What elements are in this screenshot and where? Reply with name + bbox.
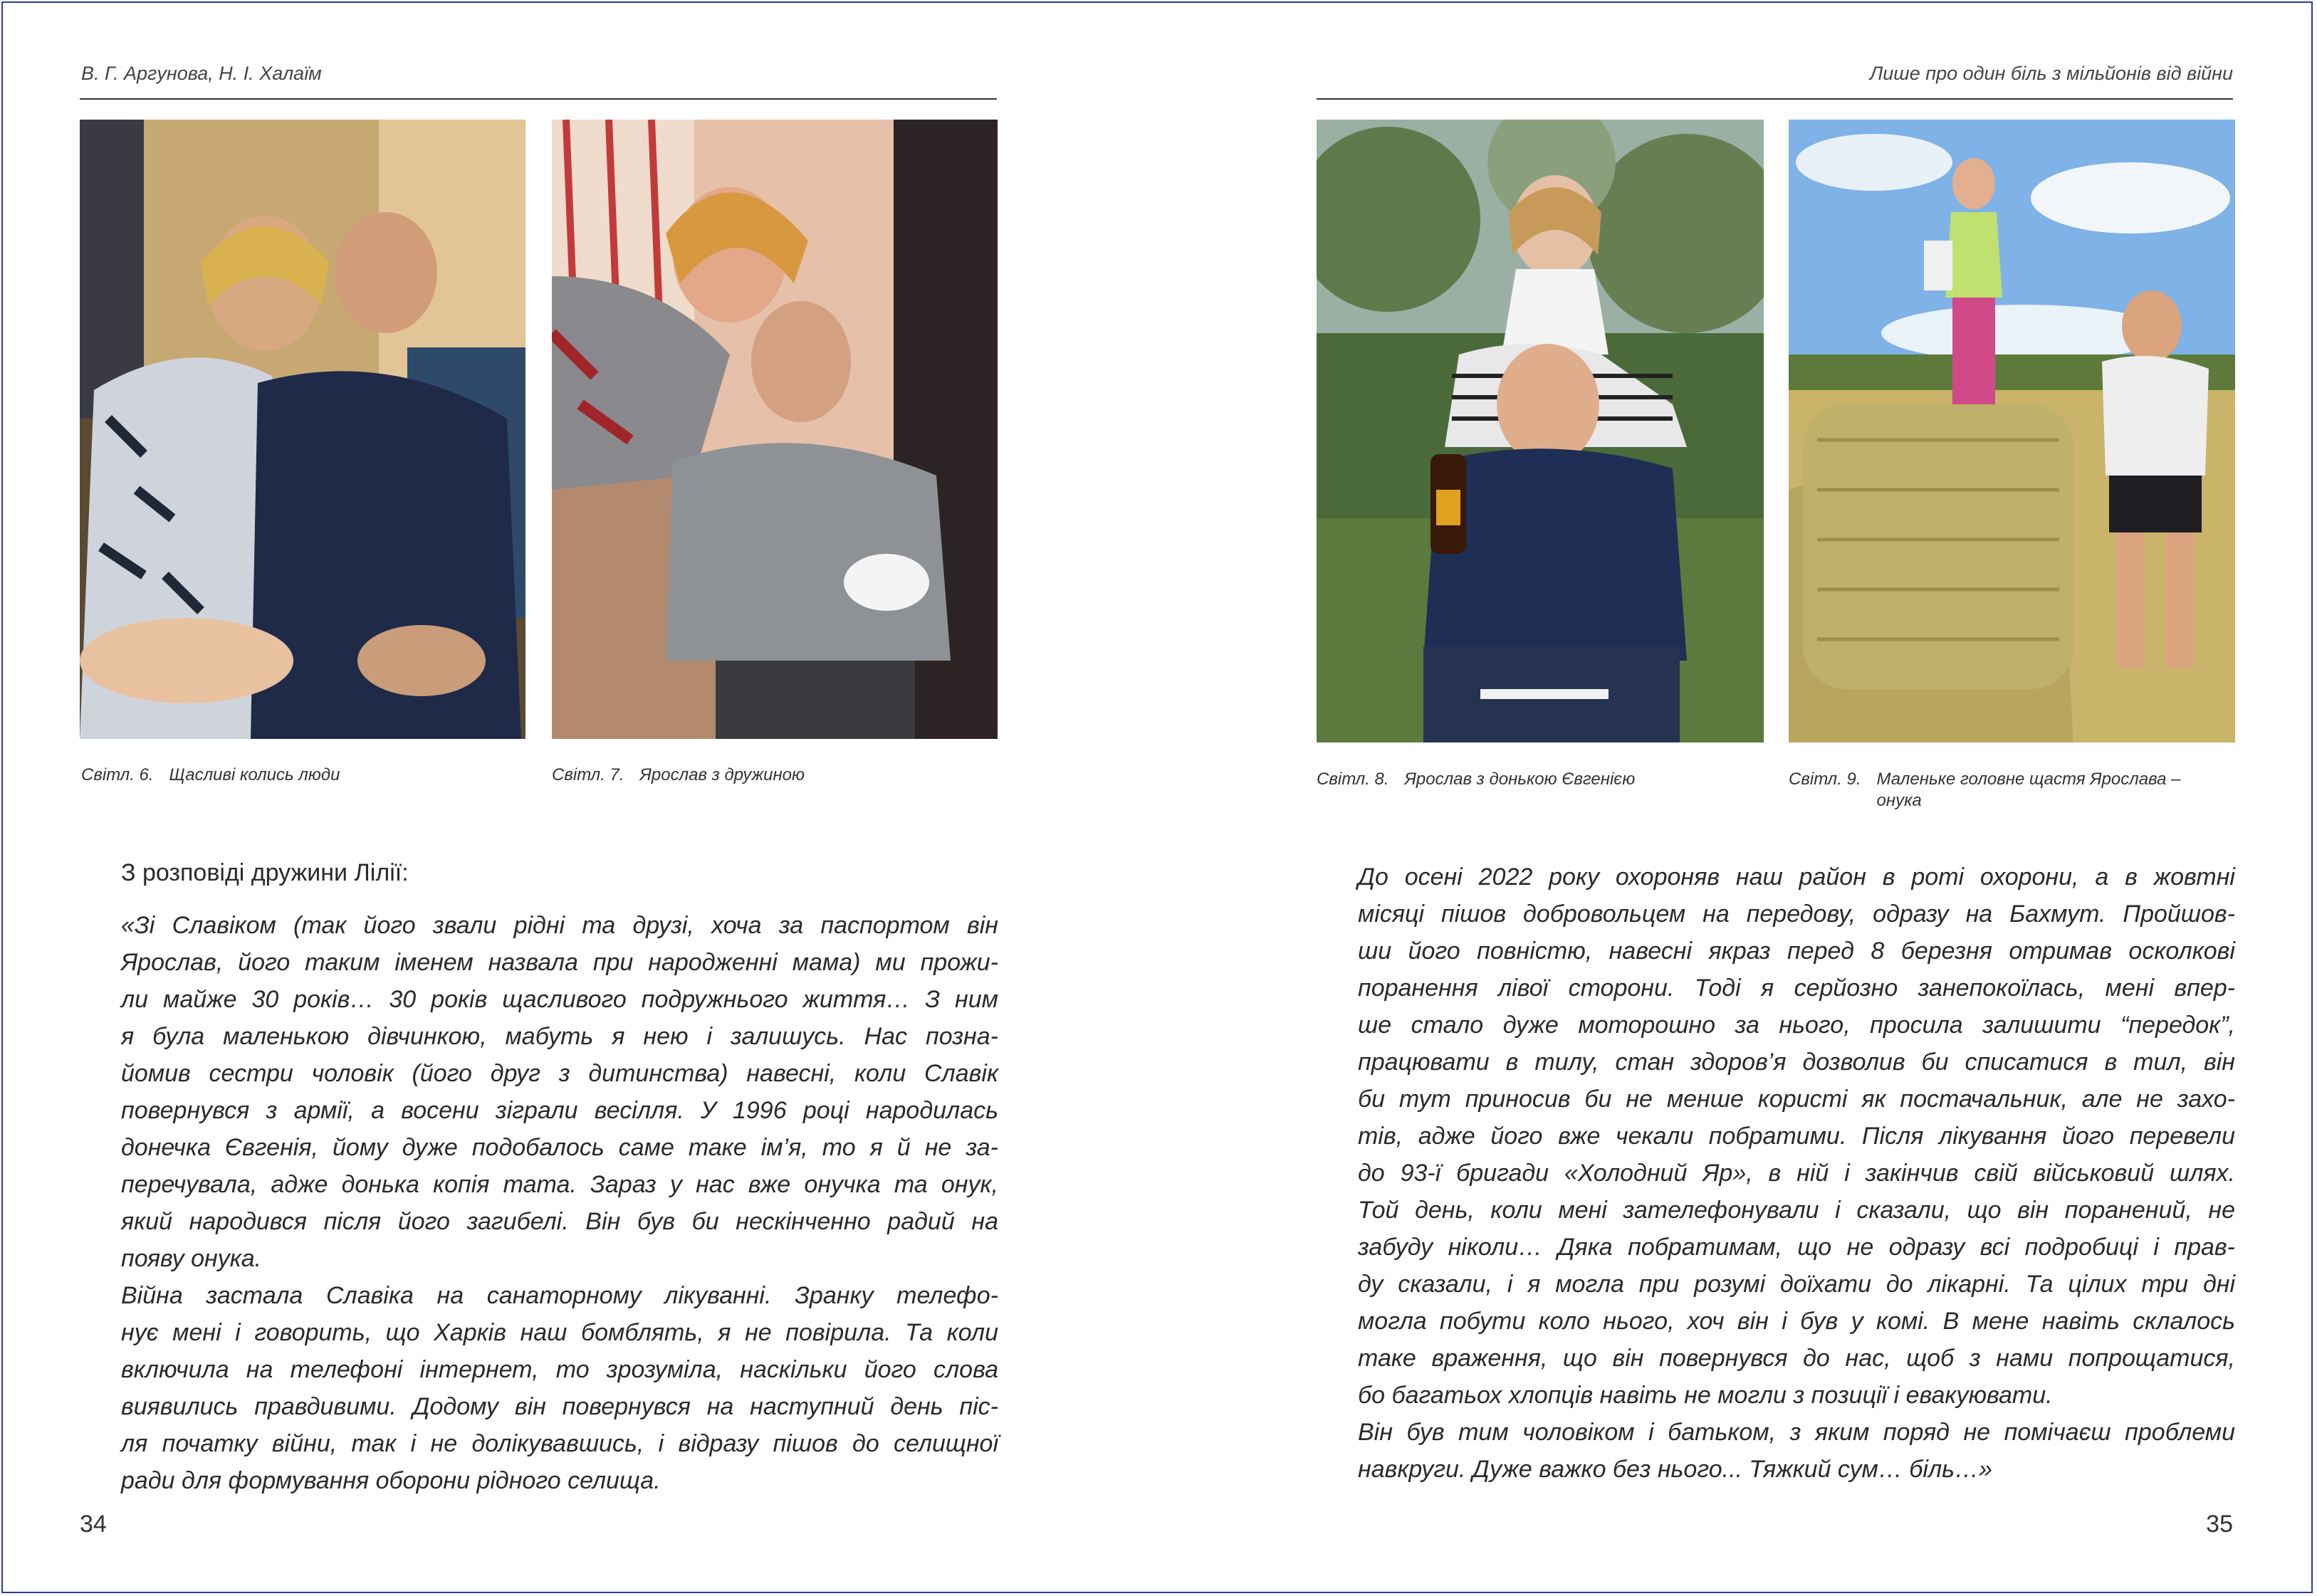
text-line: тів, адже його вже чекали побратими. Після лікування його перевели (1358, 1123, 2235, 1150)
intro-line: З розповіді дружини Лілії: (121, 859, 409, 886)
text-line: перечувала, адже донька копія тата. Зараз у нас вже онучка та онук, (121, 1171, 998, 1198)
caption-photo-9 (1789, 769, 2181, 812)
text-line: ши його повністю, навесні якраз перед 8 березня отримав осколкові (1358, 938, 2235, 965)
caption-text: Ярослав з донькою Євгенією (1404, 770, 1636, 789)
caption-text-line: Маленьке головне щастя Ярослава – (1876, 770, 2181, 789)
caption-text: Щасливі колись люди (169, 765, 340, 784)
text-line: Той день, коли мені зателефонували і сказали, що він поранений, не (1358, 1197, 2235, 1224)
page-number: 34 (80, 1511, 107, 1538)
text-line: донечка Євгенія, йому дуже подобалось саме таке ім’я, то я й не за- (121, 1134, 998, 1161)
text-line: виявились правдивими. Додому він повернувся на наступний день піс- (121, 1393, 998, 1420)
photo-9-granddaughter (1789, 120, 2235, 742)
text-line: повернувся з армії, а восени зіграли весілля. У 1996 році народилась (121, 1097, 998, 1124)
running-head-title: Лише про один біль з мільйонів від війни (1869, 63, 2233, 84)
text-line: поранення лівої сторони. Тоді я серйозно занепокоїлась, мені впер- (1358, 975, 2235, 1002)
text-line: працювати в тилу, стан здоров’я дозволив би списатися в тил, він (1358, 1049, 2235, 1076)
text-line: ради для формування оборони рідного селища. (121, 1467, 661, 1494)
text-line: який народився після його загибелі. Він був би нескінченно радий на (121, 1208, 998, 1235)
caption-photo-6 (81, 765, 340, 786)
left-page (0, 0, 1158, 1596)
caption-label: Світл. 7. (552, 765, 624, 784)
caption-text (1877, 769, 2181, 812)
photo-8-father-daughter (1317, 120, 1764, 742)
text-line: нує мені і говорить, що Харків наш бомблять, я не повірила. Та коли (121, 1319, 998, 1346)
left-body-text (121, 854, 998, 1499)
text-line: ше стало дуже моторошно за нього, просила залишити “передок”, (1358, 1012, 2235, 1039)
text-line: би тут приносив би не менше користі як постачальник, але не захо- (1358, 1086, 2235, 1113)
text-line: ля початку війни, так і не долікувавшись, і відразу пішов до селищної (121, 1430, 998, 1457)
text-line: я була маленькою дівчинкою, мабуть я нею і залишусь. Нас позна- (121, 1023, 998, 1050)
header-rule (1317, 98, 2233, 100)
text-line: навкруги. Дуже важко без нього... Тяжкий сум… біль…» (1358, 1456, 1992, 1483)
right-body-text (1358, 859, 2235, 1488)
text-line: Ярослав, його таким іменем назвала при народженні мама) ми прожи- (121, 949, 998, 976)
running-head-authors: В. Г. Аргунова, Н. І. Халаїм (81, 63, 322, 84)
quote-paragraph (1358, 859, 2235, 1488)
page-number: 35 (2206, 1511, 2233, 1538)
caption-text: Ярослав з дружиною (639, 765, 805, 784)
text-line: включила на телефоні інтернет, то зрозуміла, наскільки його слова (121, 1356, 998, 1383)
text-line: До осені 2022 року охороняв наш район в роті охорони, а в жовтні (1358, 863, 2235, 891)
photo-6-couple (80, 120, 525, 739)
text-line: «Зі Славіком (так його звали рідні та друзі, хоча за паспортом він (121, 912, 998, 939)
caption-text-line: онука (1876, 791, 1922, 810)
header-rule (80, 98, 997, 100)
text-line: могла побути коло нього, хоч він і був у комі. В мене навіть склалось (1358, 1308, 2235, 1335)
caption-photo-8 (1317, 769, 1635, 790)
caption-label: Світл. 8. (1317, 770, 1389, 789)
text-line: Він був тим чоловіком і батьком, з яким поряд не помічаєш проблеми (1358, 1419, 2235, 1446)
caption-photo-7 (552, 765, 805, 786)
quote-paragraph (121, 907, 998, 1499)
caption-label: Світл. 9. (1789, 770, 1861, 789)
photo-7-couple (552, 120, 998, 739)
text-line: ли майже 30 років… 30 років щасливого подружнього життя… З ним (121, 986, 998, 1013)
text-line: ду сказали, і я могла при розумі доїхати до лікарні. Та цілих три дні (1358, 1271, 2235, 1298)
text-line: таке враження, що він повернувся до нас, щоб з нами попрощатися, (1358, 1345, 2235, 1372)
text-line: забуду ніколи… Дяка побратимам, що не одразу всі подробиці і прав- (1358, 1234, 2235, 1261)
text-line: до 93-ї бригади «Холодний Яр», в ній і закінчив свій військовий шлях. (1358, 1160, 2235, 1187)
text-line: появу онука. (121, 1245, 262, 1272)
text-line: місяці пішов добровольцем на передову, одразу на Бахмут. Пройшов- (1358, 901, 2235, 928)
text-line: бо багатьох хлопців навіть не могли з позиції і евакуювати. (1358, 1382, 2053, 1409)
right-page (1158, 0, 2317, 1596)
text-line: Війна застала Славіка на санаторному лікуванні. Зранку телефо- (121, 1282, 998, 1309)
caption-label: Світл. 6. (81, 765, 154, 784)
text-line: йомив сестри чоловік (його друг з дитинства) навесні, коли Славік (121, 1060, 998, 1087)
